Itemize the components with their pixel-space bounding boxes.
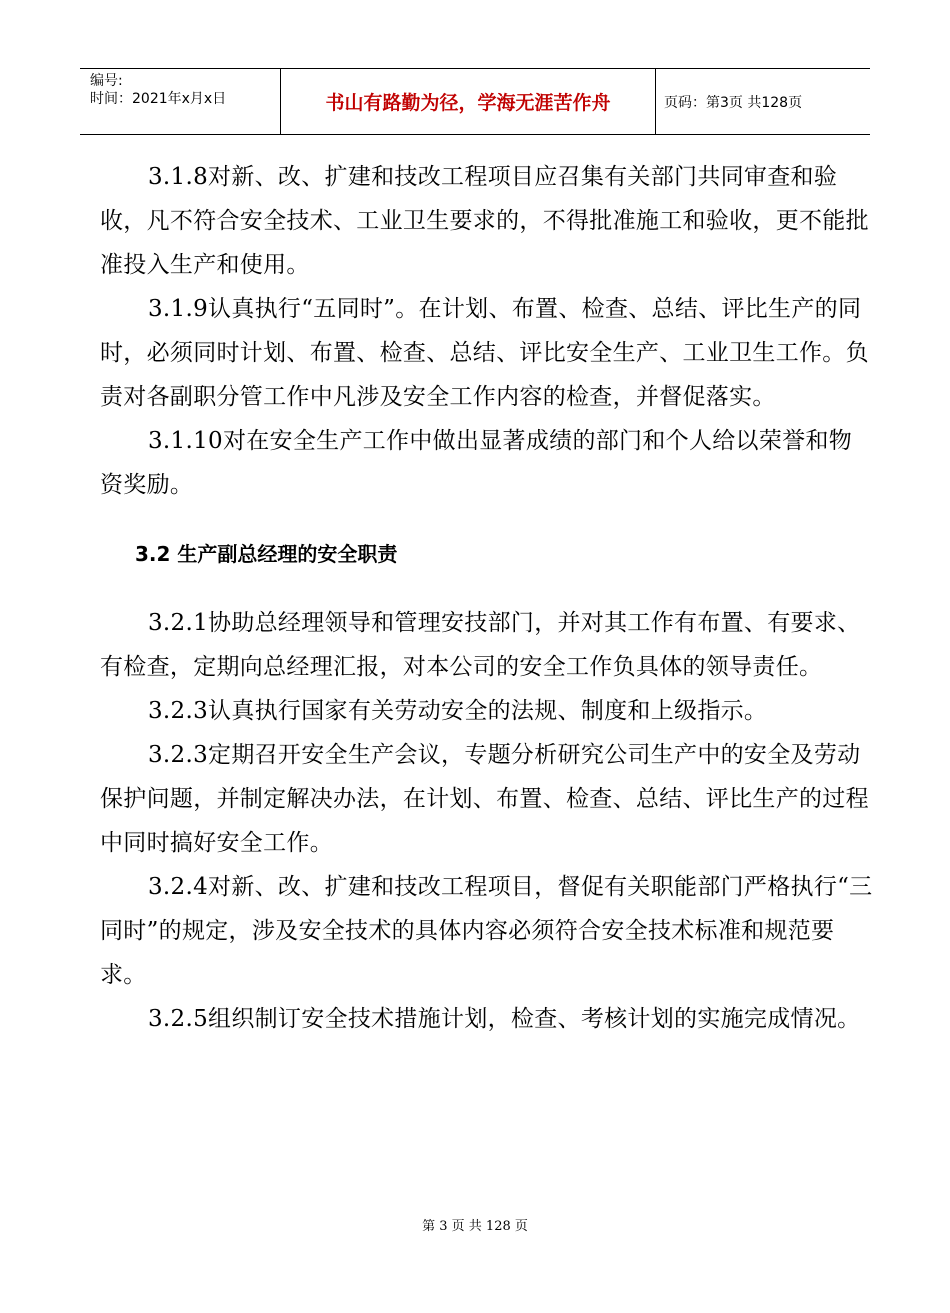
paragraph-3-2-1: 3.2.1协助总经理领导和管理安技部门，并对其工作有布置、有要求、有检查，定期向总经理汇报，对本公司的安全工作负具体的领导责任。: [100, 610, 861, 680]
paragraph-3-1-10: 3.1.10对在安全生产工作中做出显著成绩的部门和个人给以荣誉和物资奖励。: [100, 428, 853, 498]
header-page-cell: [656, 69, 870, 134]
time-label: 时间：2021年x月x日: [90, 91, 227, 107]
page-footer: 第 3 页 共 128 页: [422, 1219, 528, 1234]
motto-text: 书山有路勤为径，学海无涯苦作舟: [325, 92, 611, 114]
paragraph-3-2-3b: 3.2.3定期召开安全生产会议，专题分析研究公司生产中的安全及劳动保护问题，并制定解决办法，在计划、布置、检查、总结、评比生产的过程中同时搞好安全工作。: [100, 742, 869, 856]
header-motto-cell: [281, 69, 656, 134]
paragraph-3-1-8: 3.1.8对新、改、扩建和技改工程项目应召集有关部门共同审查和验收，凡不符合安全技术、工业卫生要求的，不得批准施工和验收，更不能批准投入生产和使用。: [100, 164, 869, 278]
page-header: [80, 68, 870, 135]
section-heading: 3.2 生产副总经理的安全职责: [135, 542, 398, 566]
paragraph-3-1-9: 3.1.9认真执行“五同时”。在计划、布置、检查、总结、评比生产的同时，必须同时计划、布置、检查、总结、评比安全生产、工业卫生工作。负责对各副职分管工作中凡涉及安全工作内容的检查，并督促落实。: [100, 296, 869, 410]
page-info: 页码：第3页 共128页: [664, 94, 803, 111]
paragraph-3-2-5: 3.2.5组织制订安全技术措施计划，检查、考核计划的实施完成情况。: [148, 1006, 861, 1032]
paragraph-3-2-4: 3.2.4对新、改、扩建和技改工程项目，督促有关职能部门严格执行“三同时”的规定，涉及安全技术的具体内容必须符合安全技术标准和规范要求。: [100, 874, 873, 988]
paragraph-3-2-3a: 3.2.3认真执行国家有关劳动安全的法规、制度和上级指示。: [148, 698, 768, 724]
serial-label: 编号:: [90, 73, 123, 89]
document-body: [100, 155, 875, 1041]
header-meta-cell: [80, 69, 281, 134]
